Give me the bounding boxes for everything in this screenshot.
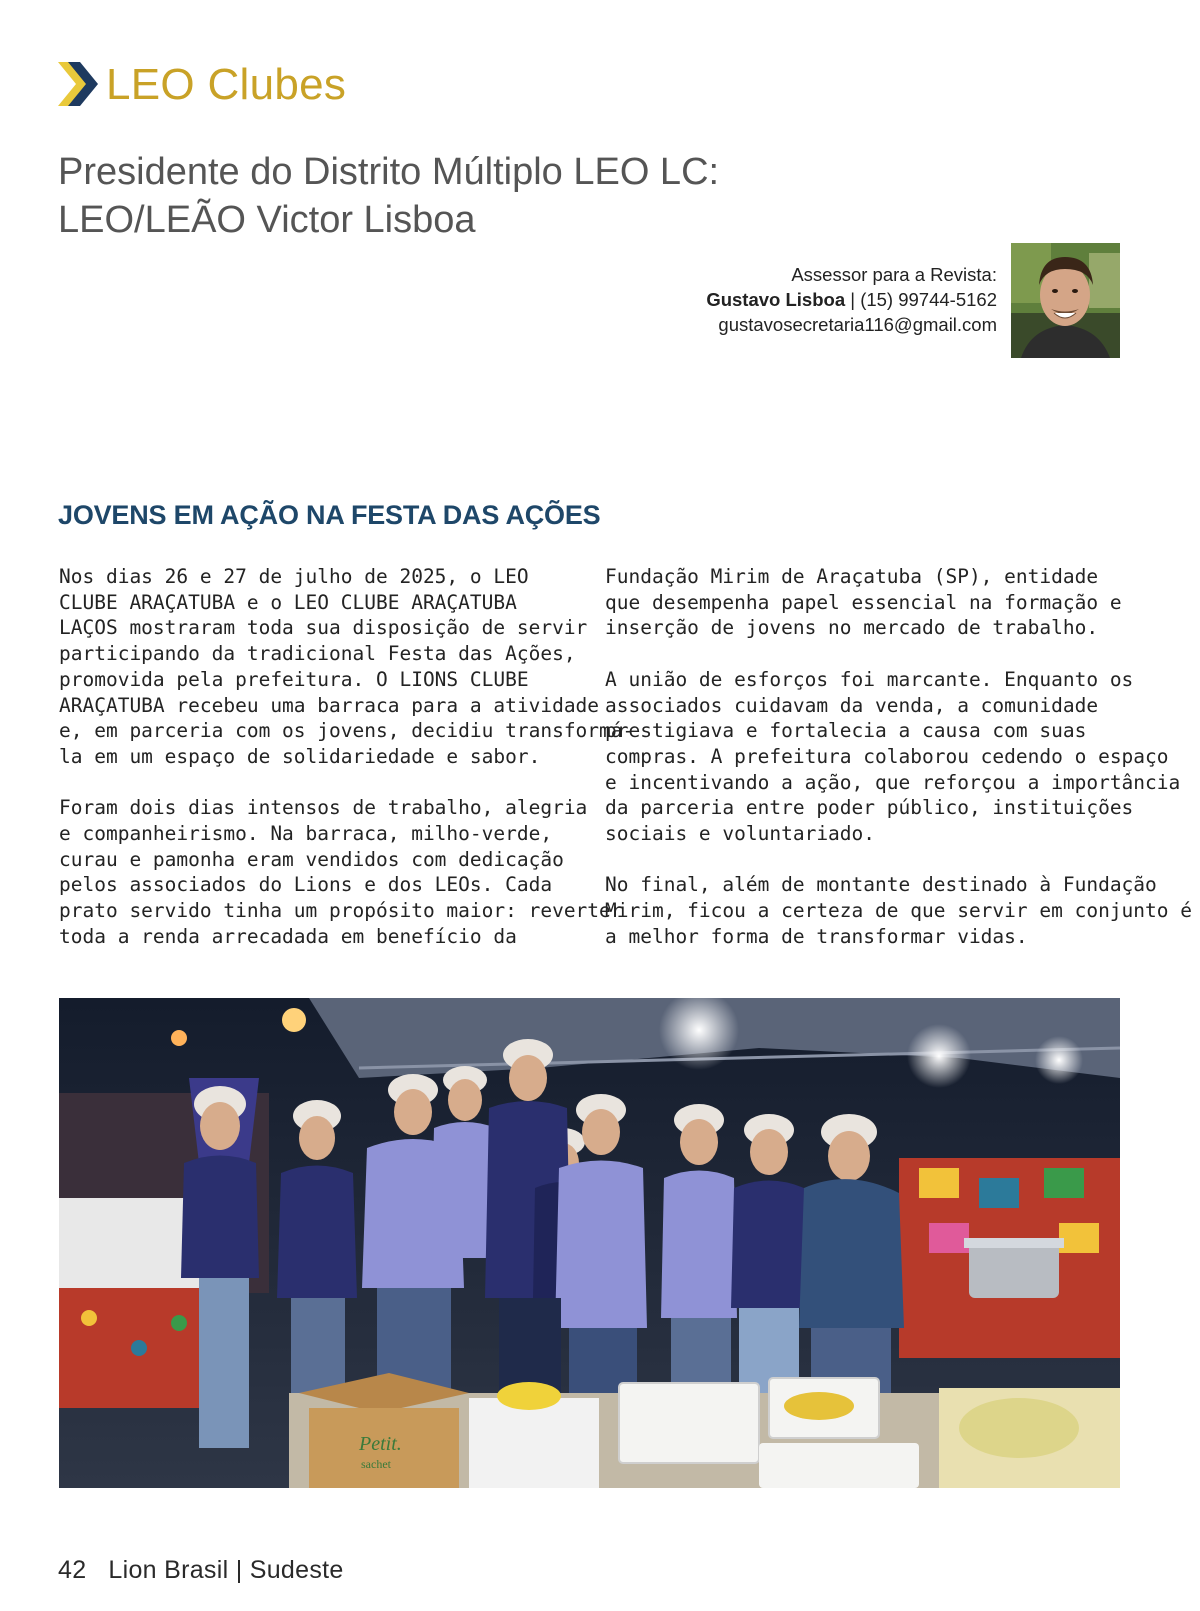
text-line: e, em parceria com os jovens, decidiu transformá- <box>59 719 635 743</box>
text-line: Nos dias 26 e 27 de julho de 2025, o LEO <box>59 565 529 588</box>
text-line: compras. A prefeitura colaborou cedendo o espaço <box>605 744 1169 768</box>
headline-line-1: Presidente do Distrito Múltiplo LEO LC: <box>58 151 720 193</box>
text-line: la em um espaço de solidariedade e sabor. <box>59 744 541 768</box>
text-line: LAÇOS mostraram toda sua disposição de servir <box>59 616 588 640</box>
page-headline <box>58 148 958 244</box>
text-line: A união de esforços foi marcante. Enquanto os <box>605 667 1134 691</box>
text-line: Foram dois dias intensos de trabalho, alegria <box>59 796 588 820</box>
box-label: Petit. <box>359 1433 402 1455</box>
box-label-sub: sachet <box>361 1457 391 1471</box>
article-column-left <box>59 564 635 975</box>
group-photo <box>59 998 1120 1488</box>
article-title: JOVENS EM AÇÃO NA FESTA DAS AÇÕES <box>58 500 601 530</box>
paragraph <box>605 564 1122 641</box>
text-line: Mirim, ficou a certeza de que servir em conjunto é <box>605 899 1192 923</box>
contact-role: Assessor para a Revista: <box>791 264 997 285</box>
text-line: No final, além de montante destinado à Fundação <box>605 873 1157 897</box>
contact-name-phone <box>706 287 997 312</box>
text-line: curau e pamonha eram vendidos com dedicação <box>59 847 564 871</box>
cardboard-box <box>299 1373 469 1488</box>
contact-email: gustavosecretaria116@gmail.com <box>718 314 997 335</box>
text-line: associados cuidavam da venda, a comunidade <box>605 693 1099 717</box>
publication-name: Lion Brasil | Sudeste <box>108 1556 344 1584</box>
author-portrait <box>1011 243 1120 358</box>
section-title: LEO Clubes <box>106 60 347 109</box>
text-line: toda a renda arrecadada em benefício da <box>59 924 517 948</box>
paragraph <box>605 872 1192 949</box>
text-line: participando da tradicional Festa das Ações, <box>59 642 576 666</box>
text-line: ARAÇATUBA recebeu uma barraca para a atividade <box>59 693 600 717</box>
paragraph <box>59 795 623 949</box>
text-line: da parceria entre poder público, instituições <box>605 796 1134 820</box>
text-line: que desempenha papel essencial na formação e <box>605 590 1122 614</box>
text-line: e incentivando a ação, que reforçou a importância <box>605 770 1181 794</box>
text-line: promovida pela prefeitura. O LIONS CLUBE <box>59 667 529 691</box>
headline-line-2: LEO/LEÃO Victor Lisboa <box>58 199 476 241</box>
contact-block <box>706 262 997 337</box>
text-line: pelos associados do Lions e dos LEOs. Cada <box>59 873 553 897</box>
text-line: Fundação Mirim de Araçatuba (SP), entidade <box>605 565 1099 588</box>
text-line: sociais e voluntariado. <box>605 822 876 846</box>
text-line: prestigiava e fortalecia a causa com suas <box>605 719 1087 743</box>
text-line: e companheirismo. Na barraca, milho-verde, <box>59 822 553 846</box>
paragraph <box>605 667 1181 847</box>
contact-phone: | (15) 99744-5162 <box>845 289 997 310</box>
page-footer <box>58 1556 344 1585</box>
paragraph <box>59 564 635 770</box>
page-number: 42 <box>58 1556 87 1584</box>
text-line: prato servido tinha um propósito maior: reverter <box>59 899 623 923</box>
contact-name: Gustavo Lisboa <box>706 289 846 310</box>
article-column-right <box>605 564 1192 975</box>
section-chevron-icon <box>58 62 98 106</box>
text-line: inserção de jovens no mercado de trabalho. <box>605 616 1099 640</box>
text-line: CLUBE ARAÇATUBA e o LEO CLUBE ARAÇATUBA <box>59 590 517 614</box>
text-line: a melhor forma de transformar vidas. <box>605 924 1028 948</box>
